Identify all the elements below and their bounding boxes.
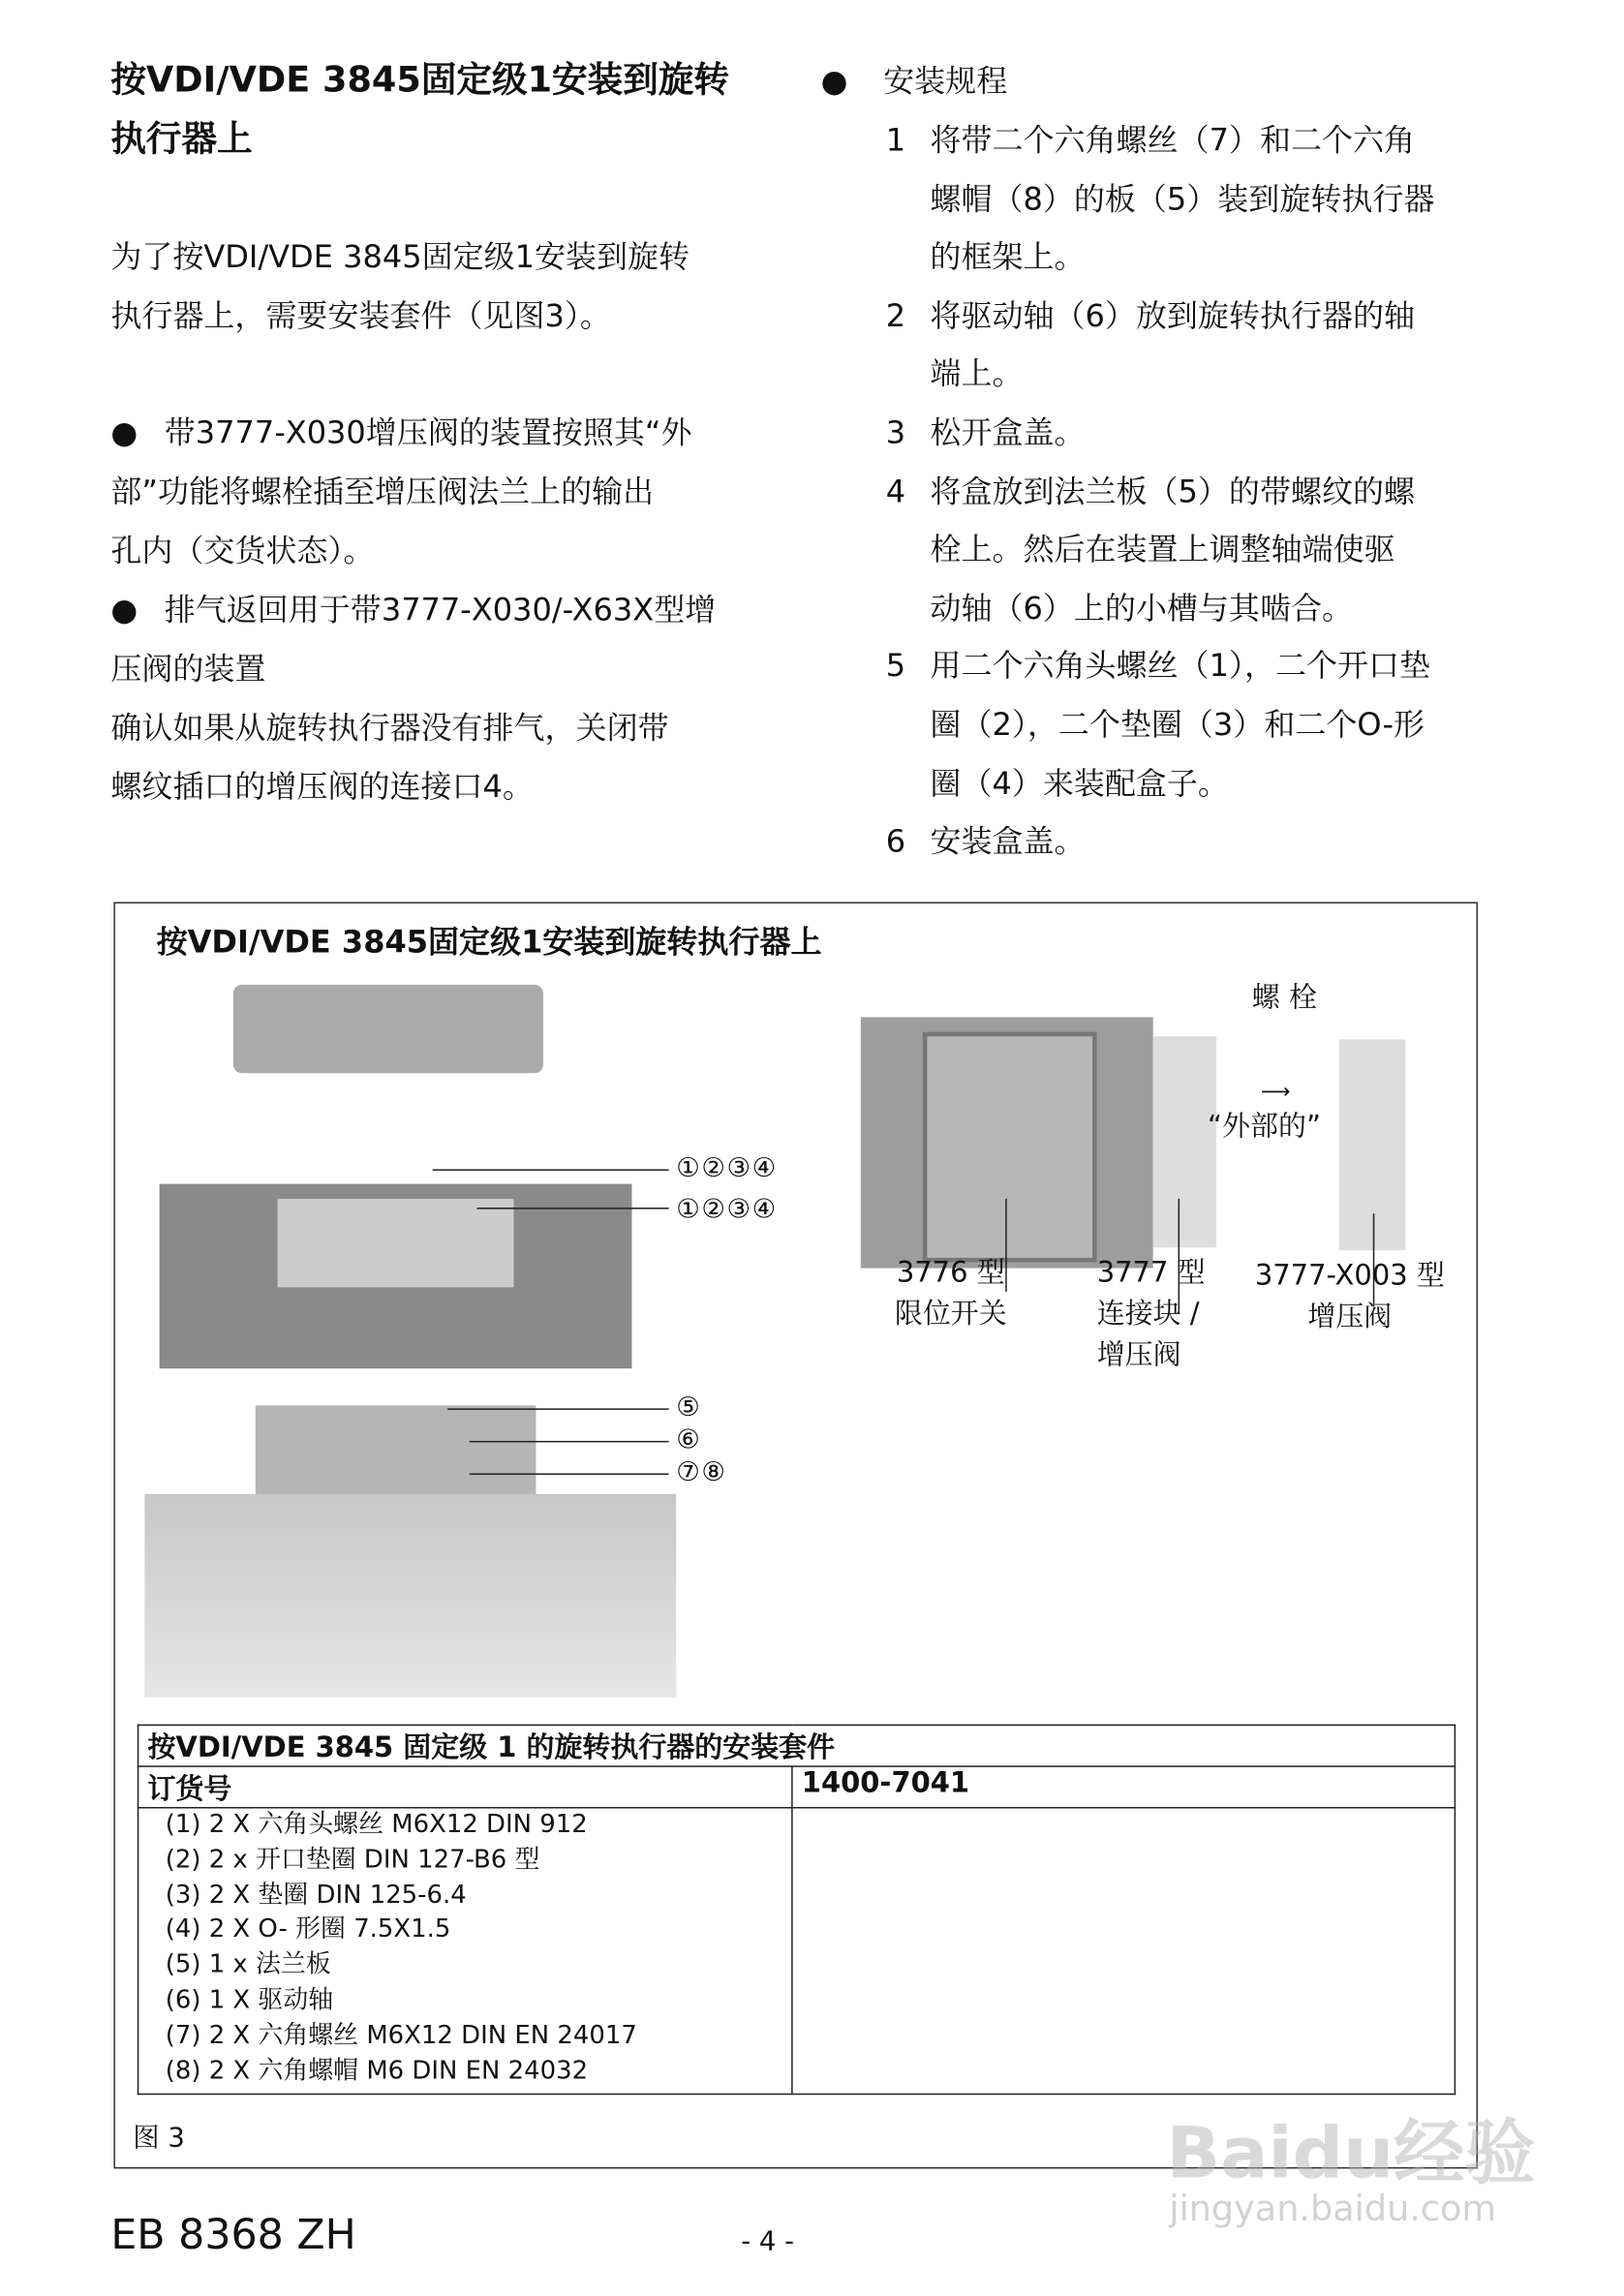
procedure-title — [821, 51, 1008, 110]
external-label: “外部的” — [1208, 1110, 1321, 1143]
step-line — [886, 813, 1491, 872]
step-text: 栓上。然后在装置上调整轴端使驱 — [930, 532, 1395, 567]
heading-line: 执行器上 — [110, 117, 253, 160]
label-x003 — [1255, 1255, 1445, 1337]
step-line — [886, 638, 1491, 696]
actuator-image — [144, 1494, 676, 1698]
switch-window — [923, 1032, 1097, 1263]
step-number — [886, 170, 931, 229]
step-line — [886, 346, 1491, 404]
step-text: 的框架上。 — [930, 239, 1086, 275]
step-text: 安装盒盖。 — [930, 823, 1086, 860]
step-line — [886, 463, 1491, 521]
label-line: 3777 型 — [1096, 1256, 1206, 1289]
label-line: 增压阀 — [1096, 1338, 1181, 1372]
label-line: 3777-X003 型 — [1254, 1259, 1445, 1292]
step-number — [886, 346, 931, 404]
step-text: 将盒放到法兰板（5）的带螺纹的螺 — [930, 473, 1416, 509]
kit-item: (7) 2 X 六角螺丝 M6X12 DIN EN 24017 — [165, 2020, 637, 2051]
step-text: 将驱动轴（6）放到旋转执行器的轴 — [930, 297, 1416, 334]
kit-item: (5) 1 x 法兰板 — [165, 1950, 331, 1980]
kit-item: (6) 1 X 驱动轴 — [165, 1985, 334, 2015]
kit-item: (2) 2 x 开口垫圈 DIN 127-B6 型 — [165, 1845, 540, 1875]
arrow-right-icon: ⟶ — [1260, 1080, 1291, 1105]
document-number: EB 8368 ZH — [110, 2210, 356, 2259]
text-line: 孔内（交货状态）。 — [110, 533, 375, 568]
label-3777 — [1097, 1252, 1206, 1376]
step-number: 6 — [885, 823, 906, 860]
bullet-paragraph-1 — [110, 403, 775, 816]
text-line: 压阀的装置 — [110, 651, 266, 687]
empty-cell — [792, 1808, 1455, 2095]
kit-item: (8) 2 X 六角螺帽 M6 DIN EN 24032 — [165, 2055, 589, 2086]
order-number-label: 订货号 — [138, 1766, 792, 1808]
cover-image — [233, 985, 543, 1073]
step-number — [886, 755, 931, 813]
step-number — [886, 230, 931, 288]
heading-line: 按VDI/VDE 3845固定级1安装到旋转 — [110, 58, 730, 101]
label-line: 连接块 / — [1096, 1298, 1200, 1331]
section-heading — [110, 50, 729, 168]
bullet-icon: ● — [110, 414, 138, 450]
text-line: 螺纹插口的增压阀的连接口4。 — [110, 769, 534, 805]
step-number — [886, 521, 931, 579]
step-number: 1 — [885, 122, 906, 159]
step-line — [886, 112, 1491, 170]
step-number: 4 — [885, 473, 906, 509]
step-text: 圈（4）来装配盒子。 — [930, 765, 1229, 802]
figure-3 — [113, 902, 1478, 2168]
order-number-value: 1400-7041 — [792, 1766, 1455, 1808]
step-line — [886, 521, 1491, 579]
text-line: 部”功能将螺栓插至增压阀法兰上的输出 — [110, 474, 655, 509]
callout-label: ⑦⑧ — [676, 1456, 727, 1488]
step-line — [886, 288, 1491, 346]
step-number — [886, 580, 931, 638]
label-line: 3776 型 — [896, 1256, 1005, 1289]
step-number: 5 — [885, 648, 906, 685]
figure-caption: 图 3 — [133, 2123, 185, 2155]
page-number: - 4 - — [741, 2225, 795, 2257]
step-line — [886, 696, 1491, 754]
watermark-url: jingyan.baidu.com — [1169, 2188, 1497, 2229]
step-line — [886, 230, 1491, 288]
callout-label: ⑥ — [676, 1424, 702, 1456]
text-line: 确认如果从旋转执行器没有排气，关闭带 — [110, 710, 669, 746]
procedure-steps — [886, 112, 1491, 872]
table-title: 按VDI/VDE 3845 固定级 1 的旋转执行器的安装套件 — [138, 1725, 1455, 1766]
watermark-logo: Baidu经验 — [1166, 2112, 1536, 2195]
bolt-label: 螺 栓 — [1251, 981, 1317, 1015]
step-line — [886, 170, 1491, 229]
step-line — [886, 405, 1491, 463]
figure-title: 按VDI/VDE 3845固定级1安装到旋转执行器上 — [156, 924, 822, 960]
intro-paragraph — [110, 228, 689, 346]
kit-item: (3) 2 X 垫圈 DIN 125-6.4 — [165, 1880, 467, 1911]
label-line: 限位开关 — [894, 1298, 1007, 1331]
kit-table — [138, 1725, 1455, 2096]
callout-label: ①②③④ — [676, 1152, 778, 1184]
title-text: 安装规程 — [883, 63, 1008, 100]
text-line: 带3777-X030增压阀的装置按照其“外 — [164, 414, 692, 450]
step-number: 3 — [885, 414, 906, 450]
step-number — [886, 696, 931, 754]
step-text: 螺帽（8）的板（5）装到旋转执行器 — [930, 180, 1435, 217]
text-line: 执行器上，需要安装套件（见图3）。 — [110, 297, 611, 334]
step-text: 端上。 — [930, 355, 1024, 392]
step-text: 将带二个六角螺丝（7）和二个六角 — [930, 122, 1416, 159]
bullet-icon: ● — [820, 63, 848, 100]
step-line — [886, 580, 1491, 638]
box-internal — [278, 1199, 514, 1287]
kit-items — [138, 1808, 792, 2095]
kit-item: (4) 2 X O- 形圈 7.5X1.5 — [165, 1914, 451, 1945]
step-text: 动轴（6）上的小槽与其啮合。 — [930, 590, 1354, 627]
callout-label: ⑤ — [676, 1392, 702, 1424]
step-text: 松开盒盖。 — [930, 414, 1086, 450]
step-line — [886, 755, 1491, 813]
kit-item: (1) 2 X 六角头螺丝 M6X12 DIN 912 — [165, 1810, 588, 1840]
callout-label: ①②③④ — [676, 1194, 778, 1226]
bullet-icon: ● — [110, 592, 138, 628]
text-line: 为了按VDI/VDE 3845固定级1安装到旋转 — [110, 238, 690, 275]
label-line: 增压阀 — [1307, 1301, 1393, 1333]
label-3776 — [895, 1252, 1007, 1334]
step-text: 用二个六角头螺丝（1），二个开口垫 — [930, 648, 1431, 685]
text-line: 排气返回用于带3777-X030/-X63X型增 — [164, 592, 717, 628]
step-text: 圈（2），二个垫圈（3）和二个O-形 — [930, 707, 1425, 743]
step-number: 2 — [885, 297, 906, 334]
